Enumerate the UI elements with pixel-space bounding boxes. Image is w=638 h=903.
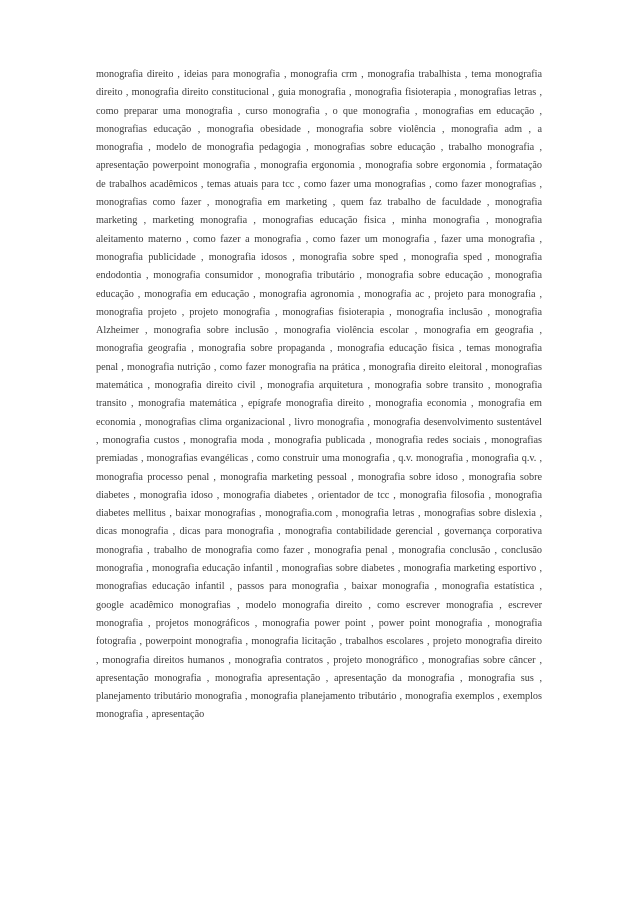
keyword-paragraph: monografia direito , ideias para monografia , monografia crm , monografia trabalhista , tema monografia direito , monografia direito constitucional , guia monografia , monografia fisioterapia , monografias letras , como preparar uma monografia , curso monografia , o que monografia , monografias em educação , monografias educação , monografia obesidade , monografia sobre violência , monografia adm , a monografia , modelo de monografia pedagogia , monografias sobre educação , trabalho monografia , apresentação powerpoint monografia , monografia ergonomia , monografia sobre ergonomia , formatação de trabalhos acadêmicos , temas atuais para tcc , como fazer uma monografias , como fazer monografias , monografias como fazer , monografia em marketing , quem faz trabalho de faculdade , monografia marketing , marketing monografia , monografias educação fisica , minha monografia , monografia aleitamento materno , como fazer a monografia , como fazer um monografia , fazer uma monografia , monografia publicidade , monografia idosos , monografia sobre sped , monografia sped , monografia endodontia , monografia consumidor , monografia tributário , monografia sobre educação , monografia educação , monografia em educação , monografia agronomia , monografia ac , projeto para monografia , monografia projeto , projeto monografia , monografias fisioterapia , monografia inclusão , monografia Alzheimer , monografia sobre inclusão , monografia violência escolar , monografia em geografia , monografia geografia , monografia sobre propaganda , monografia educação física , temas monografia penal , monografia nutrição , como fazer monografia na prática , monografia direito eleitoral , monografias matemática , monografia direito civil , monografia arquitetura , monografia sobre transito , monografia transito , monografia matemática , epígrafe monografia direito , monografia economia , monografia em economia , monografias clima organizacional , livro monografia , monografia desenvolvimento sustentável , monografia custos , monografia moda , monografia publicada , monografia redes sociais , monografias premiadas , monografias evangélicas , como construir uma monografia , q.v. monografia , monografia q.v. , monografia processo penal , monografia marketing pessoal , monografia sobre idoso , monografia sobre diabetes , monografia idoso , monografia diabetes , orientador de tcc , monografia filosofia , monografia diabetes mellitus , baixar monografias , monografia.com , monografia letras , monografias sobre dislexia , dicas monografia , dicas para monografia , monografia contabilidade gerencial , governança corporativa monografia , trabalho de monografia como fazer , monografia penal , monografia conclusão , conclusão monografia , monografia educação infantil , monografias sobre diabetes , monografia marketing esportivo , monografias educação infantil , passos para monografia , baixar monografia , monografia estatística , google acadêmico monografias , modelo monografia direito , como escrever monografia , escrever monografia , projetos monográficos , monografia power point , power point monografia , monografia fotografia , powerpoint monografia , monografia licitação , trabalhos escolares , projeto monografia direito , monografia direitos humanos , monografia contratos , projeto monográfico , monografias sobre câncer , apresentação monografia , monografia apresentação , apresentação da monografia , monografia sus , planejamento tributário monografia , monografia planejamento tributário , monografia exemplos , exemplos monografia , apresentação — [96, 69, 542, 721]
